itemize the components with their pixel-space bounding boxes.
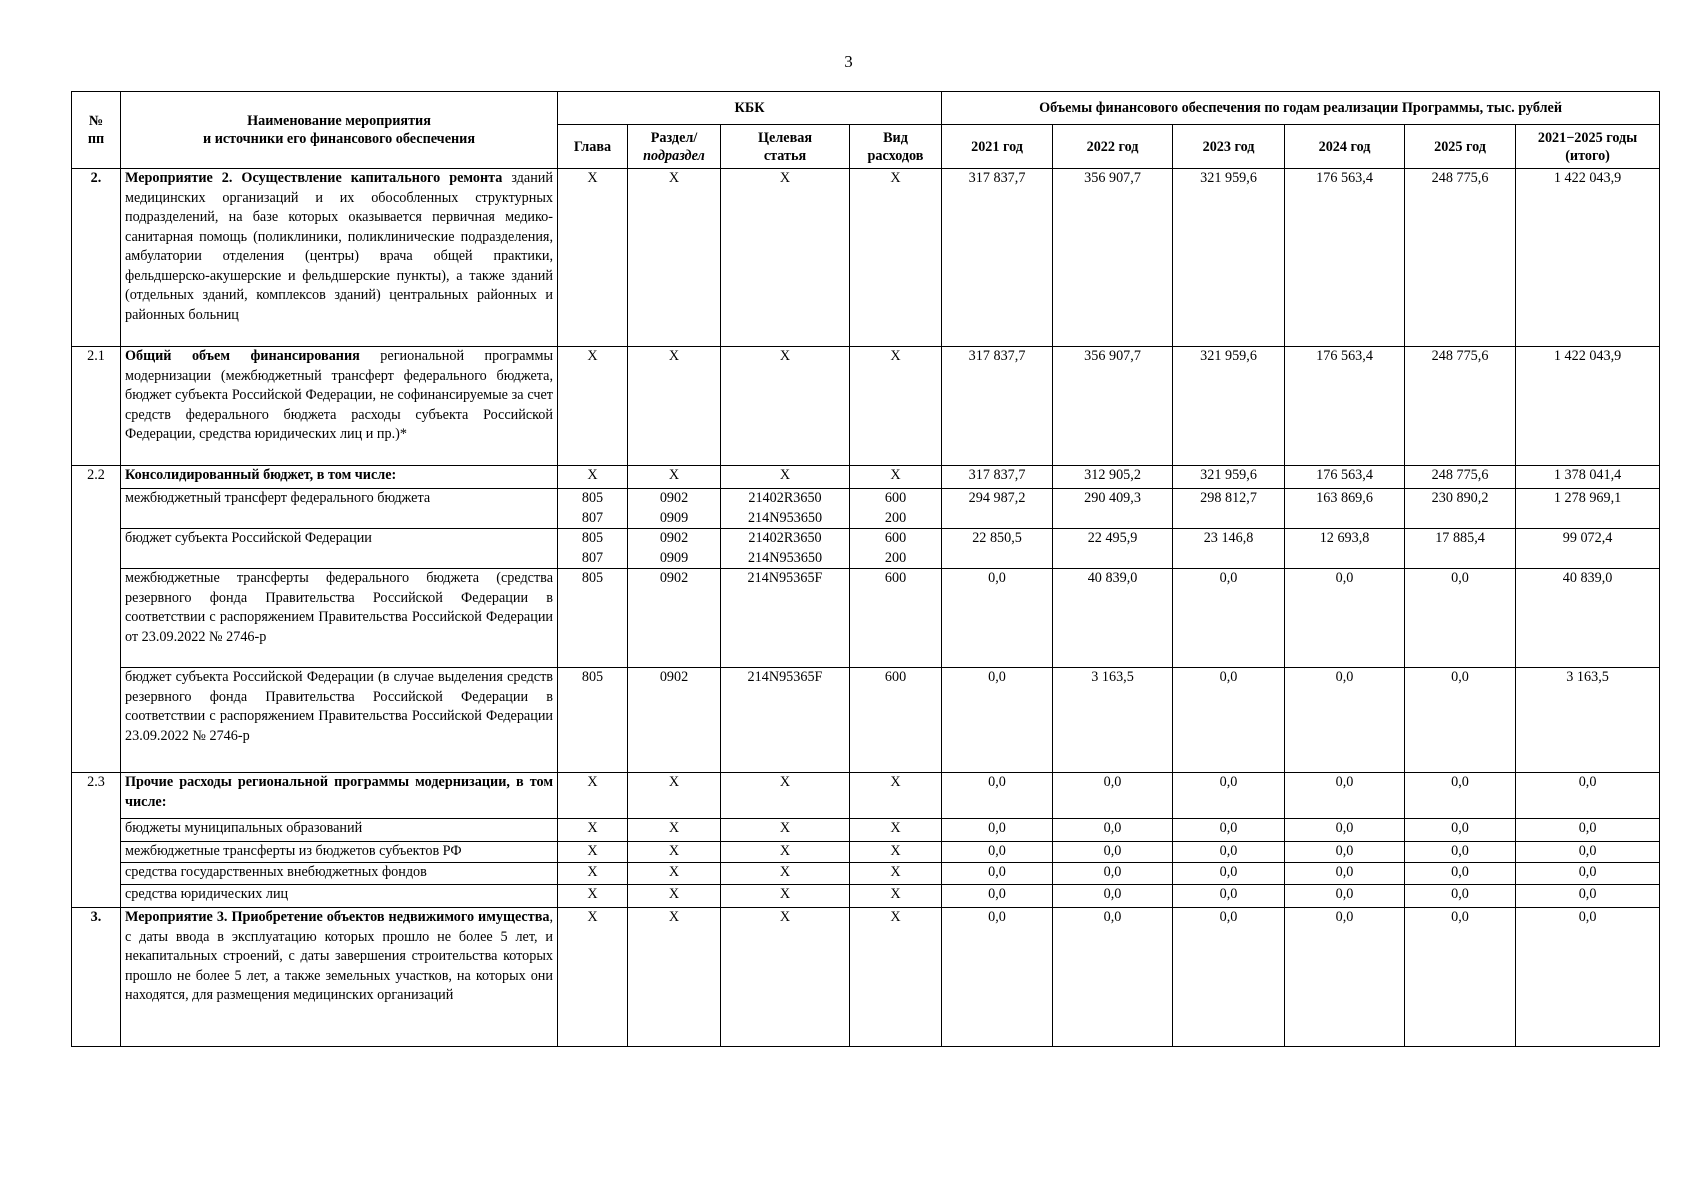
kbk-glava: X	[558, 863, 628, 885]
row-name-text: бюджеты муниципальных образований	[125, 820, 363, 836]
amount-cell: 0,0	[1405, 569, 1516, 668]
kbk-vid: 600 200	[850, 489, 942, 529]
amount-cell: 3 163,5	[1053, 668, 1173, 773]
kbk-vid: X	[850, 819, 942, 842]
amount-cell: 40 839,0	[1516, 569, 1660, 668]
row-name-bold: Прочие расходы региональной программы модернизации, в том числе:	[125, 774, 553, 810]
amount-cell: 0,0	[1173, 773, 1285, 819]
amount-cell: 317 837,7	[942, 466, 1053, 489]
amount-cell: 0,0	[1516, 863, 1660, 885]
header-razdel-text: Раздел/	[650, 129, 698, 146]
row-name-text: региональной программы модернизации (межбюджетный трансферт федерального бюджета, бюджет субъекта Российской Федерации, не софинансируемые за счет средств федерального бюджета расходы субъекта Российской Федерации, средства юридических лиц и пр.)*	[125, 348, 553, 442]
row-name	[121, 529, 558, 569]
kbk-glava: X	[558, 466, 628, 489]
table-row	[72, 489, 1660, 529]
amount-cell: 23 146,8	[1173, 529, 1285, 569]
kbk-vid: 600	[850, 668, 942, 773]
amount-cell: 0,0	[1405, 885, 1516, 908]
amount-cell: 248 775,6	[1405, 169, 1516, 347]
amount-cell: 176 563,4	[1285, 169, 1405, 347]
row-name-bold: Консолидированный бюджет, в том числе:	[125, 467, 397, 483]
amount-cell: 0,0	[1173, 668, 1285, 773]
amount-cell: 0,0	[1053, 842, 1173, 863]
amount-cell: 22 495,9	[1053, 529, 1173, 569]
amount-cell: 0,0	[1285, 773, 1405, 819]
amount-cell: 312 905,2	[1053, 466, 1173, 489]
kbk-glava: X	[558, 169, 628, 347]
table-row	[72, 347, 1660, 466]
kbk-glava: 805 807	[558, 529, 628, 569]
amount-cell: 0,0	[1516, 773, 1660, 819]
amount-cell: 321 959,6	[1173, 169, 1285, 347]
kbk-glava: 805 807	[558, 489, 628, 529]
amount-cell: 22 850,5	[942, 529, 1053, 569]
kbk-vid: X	[850, 466, 942, 489]
row-name-text: средства юридических лиц	[125, 886, 289, 902]
amount-cell: 0,0	[1285, 863, 1405, 885]
row-number: 3.	[72, 908, 121, 1047]
row-name	[121, 885, 558, 908]
amount-cell: 248 775,6	[1405, 347, 1516, 466]
row-name	[121, 908, 558, 1047]
header-name: Наименование мероприятия и источники его финансового обеспечения	[121, 92, 558, 169]
amount-cell: 0,0	[1285, 569, 1405, 668]
table-row	[72, 885, 1660, 908]
amount-cell: 0,0	[1053, 819, 1173, 842]
row-name-text: бюджет субъекта Российской Федерации	[125, 530, 372, 546]
kbk-glava: 805	[558, 668, 628, 773]
row-name-text: средства государственных внебюджетных фондов	[125, 864, 427, 880]
row-name-text: , с даты ввода в эксплуатацию которых прошло не более 5 лет, и некапитальных строений, с даты завершения строительства которых прошло не более 5 лет, а также земельных участков, на которых они находятся, для размещения медицинских организаций	[125, 909, 553, 1003]
amount-cell: 0,0	[1053, 773, 1173, 819]
amount-cell: 0,0	[1405, 842, 1516, 863]
amount-cell: 0,0	[942, 668, 1053, 773]
header-total: 2021−2025 годы (итого)	[1516, 125, 1660, 169]
amount-cell: 40 839,0	[1053, 569, 1173, 668]
table-row	[72, 863, 1660, 885]
kbk-vid: X	[850, 773, 942, 819]
amount-cell: 0,0	[1173, 819, 1285, 842]
amount-cell: 0,0	[942, 842, 1053, 863]
kbk-vid: X	[850, 885, 942, 908]
row-name-text: межбюджетные трансферты федерального бюджета (средства резервного фонда Правительства Российской Федерации в соответствии с распоряжением Правительства Российской Федерации от 23.09.2022 № 2746-р	[125, 570, 553, 645]
amount-cell: 356 907,7	[1053, 347, 1173, 466]
kbk-vid: X	[850, 842, 942, 863]
kbk-celevaya: X	[721, 842, 850, 863]
kbk-glava: 805	[558, 569, 628, 668]
header-celevaya: Целевая статья	[721, 125, 850, 169]
amount-cell: 298 812,7	[1173, 489, 1285, 529]
amount-cell: 0,0	[1405, 819, 1516, 842]
amount-cell: 0,0	[942, 863, 1053, 885]
kbk-celevaya: X	[721, 169, 850, 347]
amount-cell: 17 885,4	[1405, 529, 1516, 569]
amount-cell: 176 563,4	[1285, 466, 1405, 489]
amount-cell: 1 378 041,4	[1516, 466, 1660, 489]
table-row	[72, 529, 1660, 569]
amount-cell: 0,0	[1405, 908, 1516, 1047]
row-number: 2.	[72, 169, 121, 347]
kbk-glava: X	[558, 773, 628, 819]
header-volumes: Объемы финансового обеспечения по годам реализации Программы, тыс. рублей	[942, 92, 1660, 125]
amount-cell: 0,0	[1285, 668, 1405, 773]
row-name	[121, 466, 558, 489]
kbk-razdel: 0902 0909	[628, 529, 721, 569]
row-name-text: межбюджетные трансферты из бюджетов субъектов РФ	[125, 843, 462, 859]
kbk-razdel: X	[628, 347, 721, 466]
kbk-vid: X	[850, 908, 942, 1047]
row-number: 2.3	[72, 773, 121, 908]
row-name-text: зданий медицинских организаций и их обособленных структурных подразделений, на базе которых оказывается первичная медико-санитарная помощь (поликлиники, поликлинические подразделения, амбулатории отделения (центры) врача общей практики, фельдшерско-акушерские и фельдшерские пункты), а также зданий (отдельных зданий, комплексов зданий) центральных районных и районных больниц	[125, 170, 553, 323]
kbk-razdel: 0902	[628, 569, 721, 668]
kbk-razdel: X	[628, 773, 721, 819]
table-row	[72, 466, 1660, 489]
amount-cell: 176 563,4	[1285, 347, 1405, 466]
kbk-vid: 600	[850, 569, 942, 668]
amount-cell: 0,0	[1516, 819, 1660, 842]
kbk-celevaya: X	[721, 347, 850, 466]
row-name-bold: Общий объем финансирования	[125, 348, 360, 364]
amount-cell: 0,0	[1516, 908, 1660, 1047]
amount-cell: 0,0	[1053, 863, 1173, 885]
kbk-glava: X	[558, 908, 628, 1047]
amount-cell: 3 163,5	[1516, 668, 1660, 773]
amount-cell: 0,0	[1173, 863, 1285, 885]
row-name	[121, 863, 558, 885]
amount-cell: 1 422 043,9	[1516, 347, 1660, 466]
amount-cell: 321 959,6	[1173, 347, 1285, 466]
row-name	[121, 347, 558, 466]
kbk-razdel: X	[628, 466, 721, 489]
page-number: 3	[844, 52, 853, 71]
table-row	[72, 842, 1660, 863]
amount-cell: 0,0	[1173, 569, 1285, 668]
amount-cell: 0,0	[1285, 885, 1405, 908]
kbk-vid: 600 200	[850, 529, 942, 569]
amount-cell: 0,0	[1053, 908, 1173, 1047]
kbk-celevaya: 21402R3650 214N953650	[721, 529, 850, 569]
header-year-2024: 2024 год	[1285, 125, 1405, 169]
kbk-celevaya: X	[721, 863, 850, 885]
kbk-vid: X	[850, 863, 942, 885]
amount-cell: 356 907,7	[1053, 169, 1173, 347]
amount-cell: 163 869,6	[1285, 489, 1405, 529]
row-name-text: бюджет субъекта Российской Федерации (в случае выделения средств резервного фонда Правительства Российской Федерации в соответствии с распоряжением Правительства Российской Федерации 23.09.2022 № 2746-р	[125, 669, 553, 744]
header-year-2022: 2022 год	[1053, 125, 1173, 169]
amount-cell: 0,0	[942, 885, 1053, 908]
amount-cell: 12 693,8	[1285, 529, 1405, 569]
header-vid: Вид расходов	[850, 125, 942, 169]
header-podrazdel-text: подраздел	[643, 147, 705, 164]
amount-cell: 0,0	[942, 569, 1053, 668]
header-razdel	[628, 125, 721, 169]
kbk-celevaya: 21402R3650 214N953650	[721, 489, 850, 529]
header-kbk: КБК	[558, 92, 942, 125]
amount-cell: 0,0	[1285, 908, 1405, 1047]
amount-cell: 317 837,7	[942, 347, 1053, 466]
kbk-celevaya: 214N95365F	[721, 668, 850, 773]
amount-cell: 0,0	[1285, 819, 1405, 842]
amount-cell: 294 987,2	[942, 489, 1053, 529]
kbk-celevaya: 214N95365F	[721, 569, 850, 668]
amount-cell: 0,0	[942, 908, 1053, 1047]
row-name	[121, 842, 558, 863]
amount-cell: 317 837,7	[942, 169, 1053, 347]
header-year-2025: 2025 год	[1405, 125, 1516, 169]
amount-cell: 0,0	[1405, 668, 1516, 773]
table-row	[72, 668, 1660, 773]
table-row	[72, 773, 1660, 819]
kbk-celevaya: X	[721, 773, 850, 819]
kbk-celevaya: X	[721, 885, 850, 908]
amount-cell: 230 890,2	[1405, 489, 1516, 529]
header-num: № пп	[72, 92, 121, 169]
amount-cell: 0,0	[942, 819, 1053, 842]
row-name	[121, 489, 558, 529]
row-name	[121, 668, 558, 773]
kbk-razdel: 0902 0909	[628, 489, 721, 529]
header-year-2023: 2023 год	[1173, 125, 1285, 169]
kbk-razdel: X	[628, 863, 721, 885]
kbk-razdel: 0902	[628, 668, 721, 773]
amount-cell: 0,0	[1405, 773, 1516, 819]
header-year-2021: 2021 год	[942, 125, 1053, 169]
table-row	[72, 169, 1660, 347]
kbk-razdel: X	[628, 908, 721, 1047]
amount-cell: 0,0	[1173, 842, 1285, 863]
amount-cell: 0,0	[942, 773, 1053, 819]
amount-cell: 321 959,6	[1173, 466, 1285, 489]
kbk-glava: X	[558, 885, 628, 908]
row-name-bold: Мероприятие 3. Приобретение объектов недвижимого имущества	[125, 909, 550, 925]
kbk-razdel: X	[628, 819, 721, 842]
amount-cell: 99 072,4	[1516, 529, 1660, 569]
amount-cell: 290 409,3	[1053, 489, 1173, 529]
row-name-bold: Мероприятие 2. Осуществление капитального ремонта	[125, 170, 503, 186]
kbk-glava: X	[558, 347, 628, 466]
row-name	[121, 773, 558, 819]
financing-table	[71, 91, 1660, 1047]
table-row	[72, 908, 1660, 1047]
amount-cell: 0,0	[1053, 885, 1173, 908]
row-name	[121, 169, 558, 347]
amount-cell: 248 775,6	[1405, 466, 1516, 489]
kbk-vid: X	[850, 347, 942, 466]
row-number: 2.2	[72, 466, 121, 773]
amount-cell: 0,0	[1285, 842, 1405, 863]
kbk-glava: X	[558, 842, 628, 863]
table-row	[72, 819, 1660, 842]
kbk-razdel: X	[628, 169, 721, 347]
amount-cell: 1 278 969,1	[1516, 489, 1660, 529]
kbk-glava: X	[558, 819, 628, 842]
kbk-razdel: X	[628, 885, 721, 908]
row-name	[121, 569, 558, 668]
kbk-vid: X	[850, 169, 942, 347]
amount-cell: 0,0	[1173, 908, 1285, 1047]
row-number: 2.1	[72, 347, 121, 466]
amount-cell: 1 422 043,9	[1516, 169, 1660, 347]
header-glava: Глава	[558, 125, 628, 169]
amount-cell: 0,0	[1516, 885, 1660, 908]
table-row	[72, 569, 1660, 668]
row-name-text: межбюджетный трансферт федерального бюджета	[125, 490, 431, 506]
amount-cell: 0,0	[1405, 863, 1516, 885]
kbk-razdel: X	[628, 842, 721, 863]
row-name	[121, 819, 558, 842]
amount-cell: 0,0	[1173, 885, 1285, 908]
kbk-celevaya: X	[721, 819, 850, 842]
kbk-celevaya: X	[721, 466, 850, 489]
amount-cell: 0,0	[1516, 842, 1660, 863]
kbk-celevaya: X	[721, 908, 850, 1047]
